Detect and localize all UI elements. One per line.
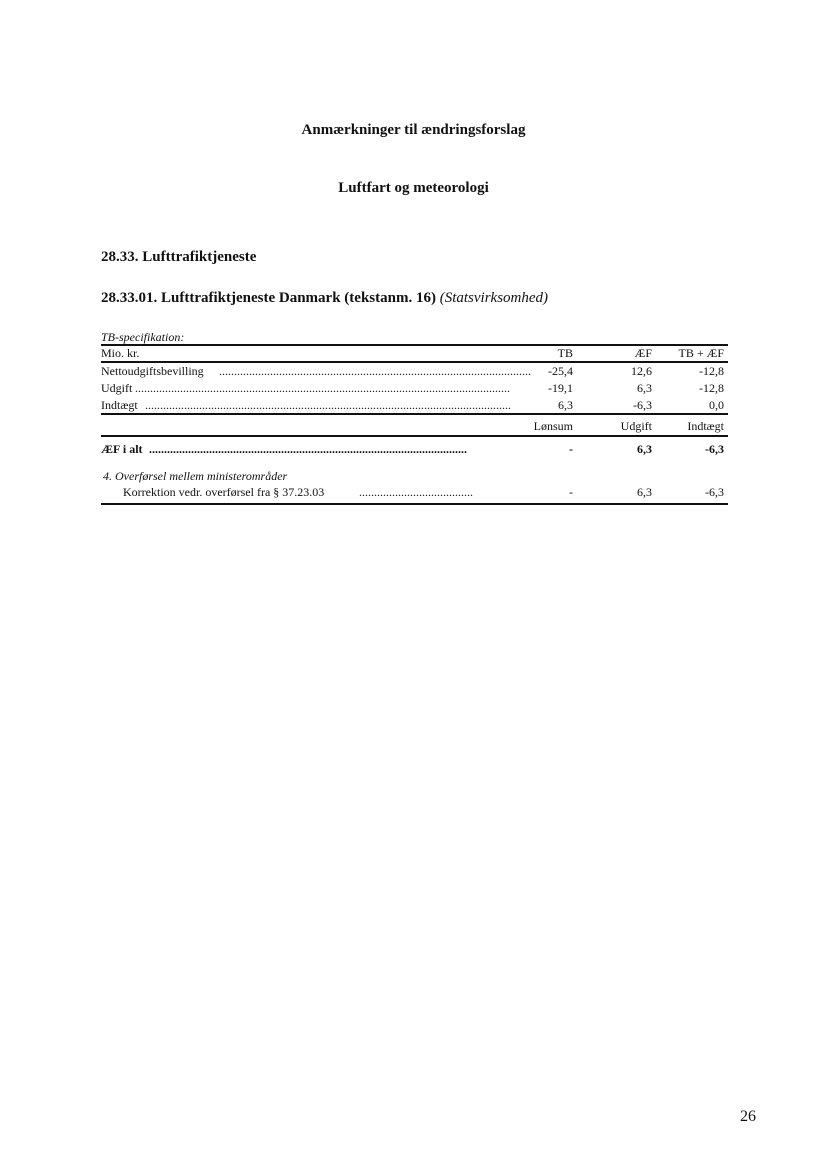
header-indtaegt: Indtægt	[687, 419, 724, 433]
rule-header	[101, 361, 728, 363]
group-label: 4. Overførsel mellem ministerområder	[103, 469, 288, 483]
page-title: Anmærkninger til ændringsforslag	[301, 122, 526, 138]
subsection-heading	[101, 290, 548, 307]
header-udgift: Udgift	[620, 419, 652, 433]
leader-dots: ......................................	[359, 485, 473, 499]
leader-dots: ..........................................................................................................................	[145, 398, 511, 412]
row-label: Udgift	[101, 381, 133, 395]
table-header-row	[101, 346, 728, 360]
leader-dots: .............................................................................................................................	[135, 381, 510, 395]
leader-dots: ........................................................................................................	[219, 364, 531, 378]
header-unit: Mio. kr.	[101, 346, 140, 360]
tb-specification-table	[101, 330, 728, 510]
header-tb-aef: TB + ÆF	[678, 346, 724, 360]
page-number: 26	[740, 1108, 756, 1125]
section-heading: 28.33. Lufttrafiktjeneste	[101, 249, 257, 265]
subsection-title: 28.33.01. Lufttrafiktjeneste Danmark (tekstanm. 16)	[101, 290, 436, 306]
row-label: Indtægt	[101, 398, 138, 412]
subsection-qualifier: (Statsvirksomhed)	[439, 290, 549, 306]
rule-table2-header	[101, 435, 728, 437]
table2-header-row	[101, 419, 728, 433]
rule-table1-bottom	[101, 413, 728, 415]
table-row: Nettoudgiftsbevilling ........................................................................................................ -25,4 12,6 -12,8	[101, 364, 724, 378]
spec-label: TB-specifikation:	[101, 330, 185, 344]
table-row: Udgift ............................................................................................................................. -19,1 6,3 -12,8	[101, 381, 724, 395]
total-row: ÆF i alt .......................................................................................................... - 6,3 -6,3	[101, 442, 724, 456]
header-tb: TB	[557, 346, 573, 360]
header-aef: ÆF	[634, 346, 652, 360]
total-label: ÆF i alt	[101, 442, 143, 456]
rule-bottom	[101, 503, 728, 505]
table-row: Indtægt .......................................................................................................................... 6,3 -6,3 0,0	[101, 398, 724, 412]
row-label: Nettoudgiftsbevilling	[101, 364, 204, 378]
table-row: Korrektion vedr. overførsel fra § 37.23.03 ...................................... - 6,3 -6,3	[123, 485, 724, 499]
group-row	[101, 469, 728, 483]
leader-dots: ..........................................................................................................	[149, 442, 467, 456]
page-subtitle: Luftfart og meteorologi	[338, 180, 489, 196]
row-label: Korrektion vedr. overførsel fra § 37.23.03	[123, 485, 325, 499]
header-lonsum: Lønsum	[533, 419, 573, 433]
